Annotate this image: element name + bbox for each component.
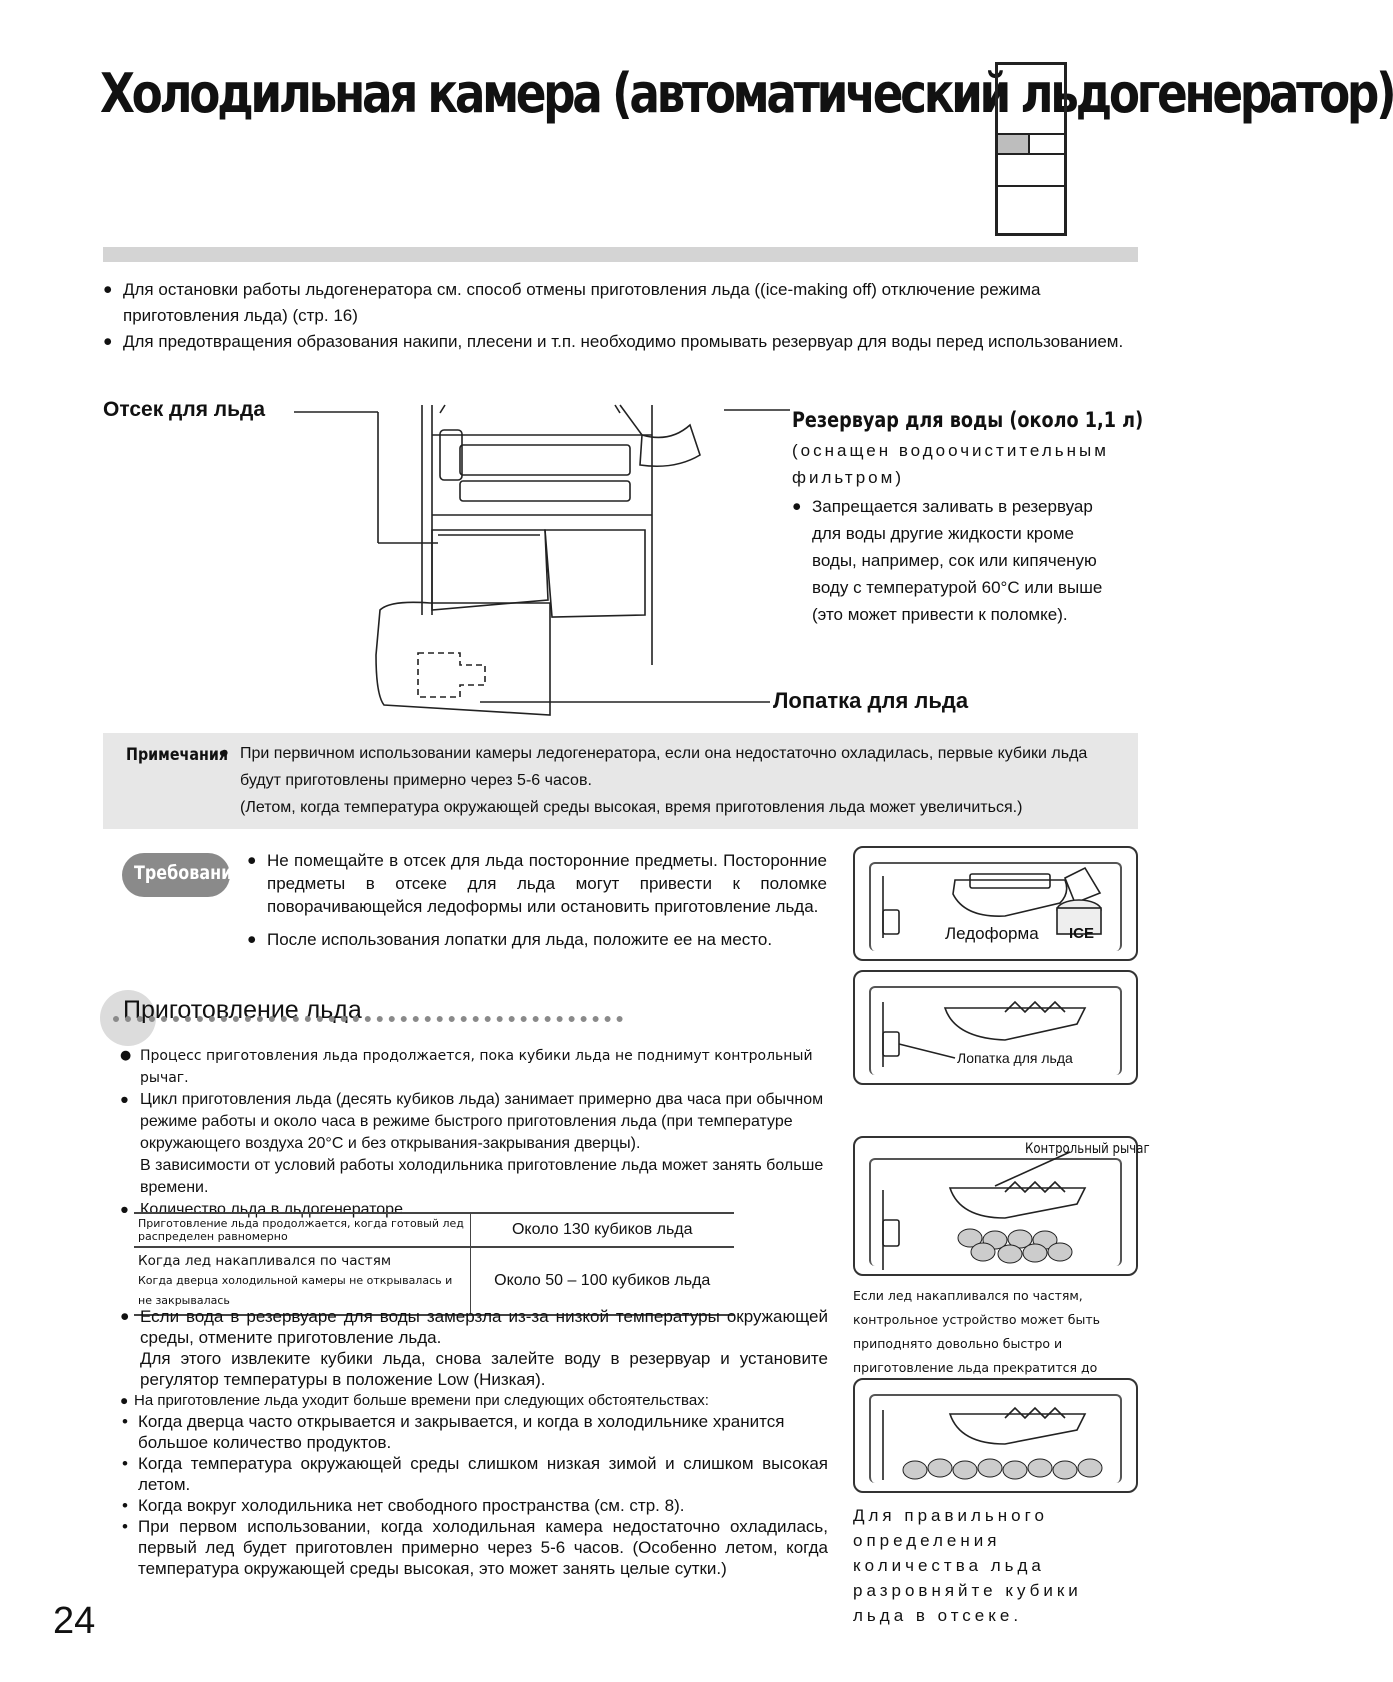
- ice-making-list: [120, 1045, 828, 1221]
- ice-badge: ICE: [1069, 925, 1095, 942]
- control-lever-caption: Если лед накапливался по частям, контрольное устройство может быть приподнято довольно быстро и приготовление льда прекратится до: [853, 1288, 1100, 1375]
- ice-compartment-label: Отсек для льда: [103, 398, 266, 421]
- page-title: Холодильная камера (автоматический льдогенератор): [100, 62, 1393, 125]
- freezer-diagram: [290, 395, 810, 725]
- table-cell: Около 130 кубиков льда: [470, 1213, 734, 1247]
- requirements-badge: [122, 853, 243, 897]
- level-ice-text: [853, 1503, 1138, 1628]
- frozen-action: Для этого извлеките кубики льда, снова залейте воду в резервуар и установите регулятор температуры в положение Low (Низкая).: [140, 1349, 828, 1389]
- longer-item: • Когда дверца часто открывается и закрывается, и когда в холодильнике хранится большое количество продуктов.: [120, 1411, 828, 1453]
- ice-scoop-figure-label: Лопатка для льда: [957, 1050, 1073, 1066]
- frozen-warning: ● Если вода в резервуаре для воды замерзла из-за низкой температуры окружающей среды, отмените приготовление льда.: [120, 1306, 828, 1348]
- figure-control-lever: [853, 1136, 1150, 1276]
- figure-level-ice: [853, 1378, 1138, 1493]
- notes-label: Примечания: [126, 745, 229, 765]
- ice-tray-label: Ледоформа: [945, 924, 1039, 943]
- intro-item: ● Для предотвращения образования накипи, плесени и т.п. необходимо промывать резервуар для воды перед использованием.: [103, 329, 1138, 355]
- ice-making-item: ● Процесс приготовления льда продолжается, пока кубики льда не поднимут контрольный рычаг.: [120, 1045, 828, 1089]
- header-divider: [103, 247, 1138, 262]
- water-tank-note: (оснащен водоочистительным фильтром): [792, 441, 1109, 487]
- table-cell-line: Когда дверца холодильной камеры не открывалась и не закрывалась: [138, 1274, 453, 1307]
- requirements-list: [247, 849, 827, 951]
- ice-making-item: ● Количество льда в льдогенераторе: [120, 1199, 828, 1221]
- control-lever-label: Контрольный рычаг: [1025, 1141, 1150, 1157]
- table-row: [134, 1213, 734, 1247]
- control-lever-drawing: [855, 1138, 1140, 1278]
- ice-making-item: В зависимости от условий работы холодильника приготовление льда может занять больше времени.: [140, 1157, 824, 1196]
- intro-item: ● Для остановки работы льдогенератора см. способ отмены приготовления льда ((ice-making off) отключение режима приготовления льда) (стр. 16): [103, 277, 1138, 329]
- intro-list: [103, 277, 1138, 355]
- water-tank-label: Резервуар для воды (около 1,1 л): [792, 408, 1144, 432]
- section-underline: [113, 1016, 623, 1022]
- water-tank-description: [792, 437, 1112, 628]
- table-cell: Около 50 – 100 кубиков льда: [470, 1247, 734, 1315]
- notes-line: (Летом, когда температура окружающей среды высокая, время приготовления льда может увеличиться.): [240, 799, 1023, 816]
- fridge-icon: [995, 62, 1067, 236]
- ice-quantity-table: [134, 1212, 734, 1316]
- water-tank-warning: ● Запрещается заливать в резервуар для воды другие жидкости кроме воды, например, сок или кипяченую воду с температурой 60°С или выше (это может привести к поломке).: [792, 493, 1112, 628]
- requirement-item: ● После использования лопатки для льда, положите ее на место.: [247, 928, 827, 951]
- requirements-label: Требования: [134, 862, 243, 884]
- ice-making-notes: [120, 1306, 828, 1579]
- level-ice-drawing: [855, 1380, 1140, 1495]
- longer-item: • При первом использовании, когда холодильная камера недостаточно охладилась, первый лед будет приготовлен примерно через 5-6 часов. (Особенно летом, когда температура окружающей среды высокая, это может занять целые сутки.): [120, 1516, 828, 1579]
- table-row: [134, 1247, 734, 1315]
- longer-item: • Когда вокруг холодильника нет свободного пространства (см. стр. 8).: [120, 1495, 828, 1516]
- notes-line: ● При первичном использовании камеры ледогенератора, если она недостаточно охладилась, первые кубики льда будут приготовлены примерно через 5-6 часов.: [220, 740, 1120, 794]
- table-cell: Приготовление льда продолжается, когда готовый лед распределен равномерно: [134, 1213, 470, 1247]
- requirement-item: ● Не помещайте в отсек для льда посторонние предметы. Посторонние предметы в отсеке для льда могут привести к поломке поворачивающейся ледоформы или остановить приготовление льда.: [247, 849, 827, 918]
- longer-item: • Когда температура окружающей среды слишком низкая зимой и слишком высокая летом.: [120, 1453, 828, 1495]
- figure-ice-scoop: [853, 970, 1138, 1085]
- ice-making-item: ● Цикл приготовления льда (десять кубиков льда) занимает примерно два часа при обычном режиме работы и около часа в режиме быстрого приготовления льда (при температуре окружающего воздуха 20°С и без открывания-закрывания дверцы).: [120, 1089, 828, 1155]
- table-cell-line: Когда лед накапливался по частям: [138, 1253, 392, 1269]
- notes-text: [220, 740, 1120, 821]
- level-ice-text-body: Для правильного определения количества льда разровняйте кубики льда в отсеке.: [853, 1506, 1082, 1625]
- ice-tray-drawing: [855, 848, 1140, 963]
- section-title: Приготовление льда: [123, 996, 362, 1024]
- ice-scoop-label: Лопатка для льда: [773, 688, 969, 713]
- ice-scoop-drawing: [855, 972, 1140, 1087]
- longer-title: ● На приготовление льда уходит больше времени при следующих обстоятельствах:: [120, 1390, 828, 1411]
- page-number: 24: [53, 1600, 96, 1642]
- figure-ice-tray: [853, 846, 1138, 961]
- table-cell: [134, 1247, 470, 1315]
